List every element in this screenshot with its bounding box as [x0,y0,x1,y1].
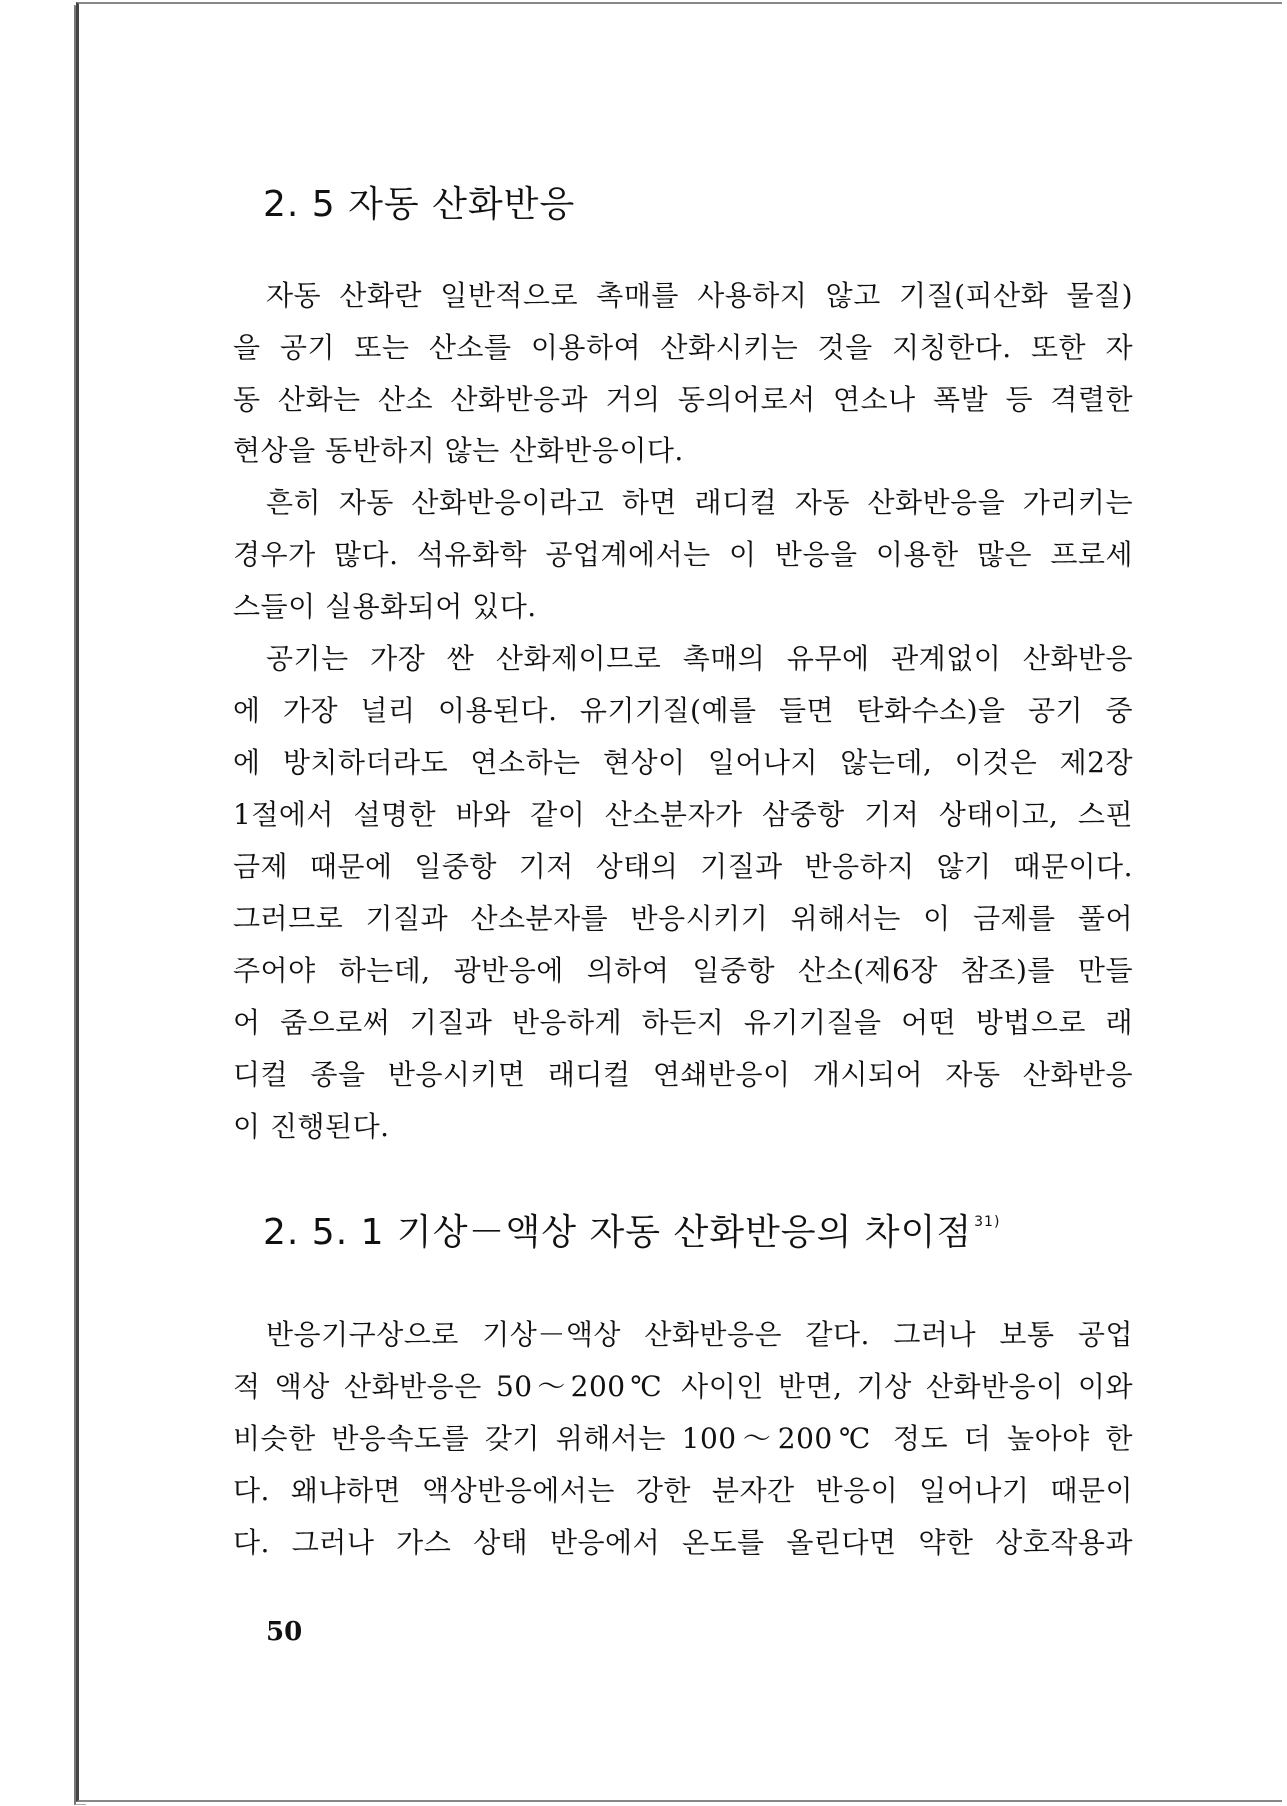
paragraph-line: 공기는 가장 싼 산화제이므로 촉매의 유무에 관계없이 산화반응 [266,642,1133,675]
paragraph-line: 적 액상 산화반응은 50～200℃ 사이인 반면, 기상 산화반응이 이와 [233,1370,1133,1403]
paragraph-line: 현상을 동반하지 않는 산화반응이다. [233,434,684,467]
paragraph-line: 반응기구상으로 기상－액상 산화반응은 같다. 그러나 보통 공업 [266,1318,1133,1351]
paragraph-line: 다. 그러나 가스 상태 반응에서 온도를 올린다면 약한 상호작용과 [233,1526,1133,1559]
paragraph-line: 다. 왜냐하면 액상반응에서는 강한 분자간 반응이 일어나기 때문이 [233,1474,1133,1507]
paragraph-line: 흔히 자동 산화반응이라고 하면 래디컬 자동 산화반응을 가리키는 [266,486,1133,519]
paragraph-line: 비슷한 반응속도를 갖기 위해서는 100～200℃ 정도 더 높아야 한 [233,1422,1133,1455]
footnote-ref: 31) [974,1214,1001,1230]
paragraph-line: 이 진행된다. [233,1110,390,1143]
paragraph-line: 동 산화는 산소 산화반응과 거의 동의어로서 연소나 폭발 등 격렬한 [233,383,1133,416]
paragraph-line: 에 방치하더라도 연소하는 현상이 일어나지 않는데, 이것은 제2장 [233,746,1133,779]
paragraph-line: 금제 때문에 일중항 기저 상태의 기질과 반응하지 않기 때문이다. [233,850,1133,883]
paragraph-line: 을 공기 또는 산소를 이용하여 산화시키는 것을 지칭한다. 또한 자 [233,331,1133,364]
paragraph-line: 주어야 하는데, 광반응에 의하여 일중항 산소(제6장 참조)를 만들 [233,954,1133,987]
paragraph-line: 스들이 실용화되어 있다. [233,590,537,623]
paragraph-line: 에 가장 널리 이용된다. 유기기질(예를 들면 탄화수소)을 공기 중 [233,694,1133,727]
subsection-title: 2. 5. 1 기상－액상 자동 산화반응의 차이점 [263,1212,973,1253]
section-heading: 2. 5 자동 산화반응 [263,184,576,225]
page-number: 50 [266,1617,303,1647]
paragraph-line: 1절에서 설명한 바와 같이 산소분자가 삼중항 기저 상태이고, 스핀 [233,798,1133,831]
paragraph-line: 그러므로 기질과 산소분자를 반응시키기 위해서는 이 금제를 풀어 [233,902,1133,935]
paragraph-line: 자동 산화란 일반적으로 촉매를 사용하지 않고 기질(피산화 물질) [266,279,1133,312]
paragraph-line: 디컬 종을 반응시키면 래디컬 연쇄반응이 개시되어 자동 산화반응 [233,1058,1133,1091]
paragraph-line: 경우가 많다. 석유화학 공업계에서는 이 반응을 이용한 많은 프로세 [233,538,1133,571]
paragraph-line: 어 줌으로써 기질과 반응하게 하든지 유기기질을 어떤 방법으로 래 [233,1006,1133,1039]
subsection-heading [263,1204,1000,1255]
